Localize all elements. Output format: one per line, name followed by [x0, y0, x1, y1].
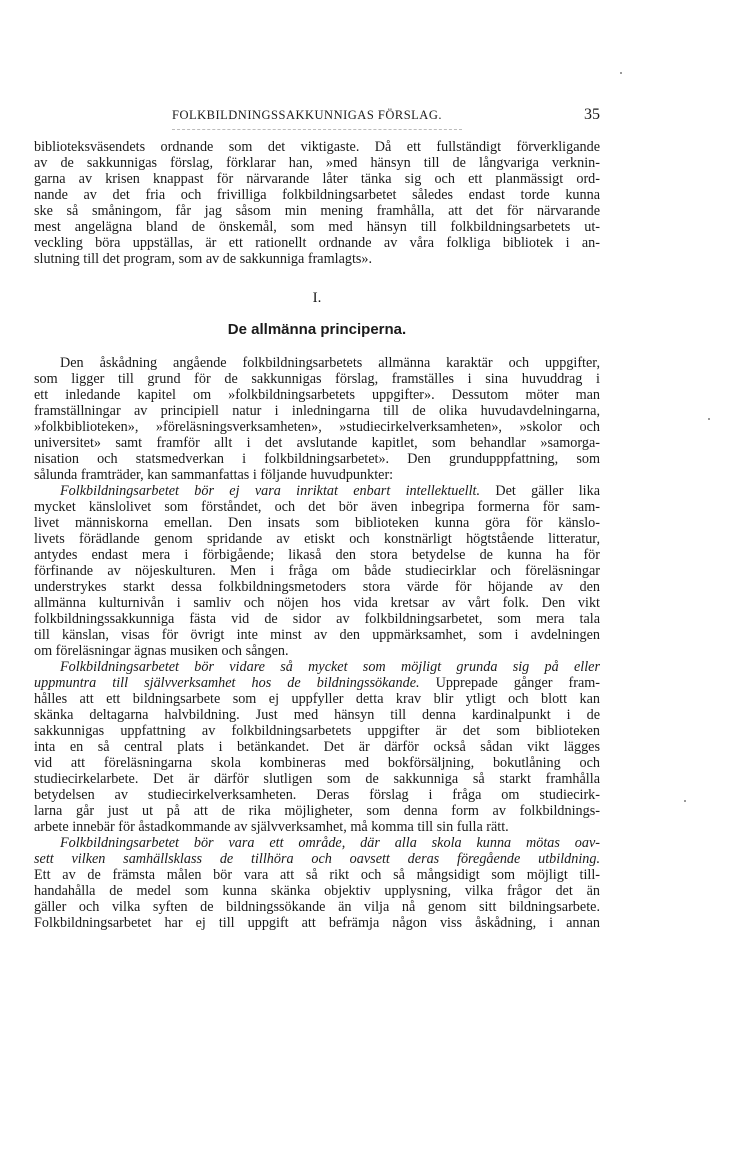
text-line: skänka deltagarna halvbildning. Just med hänsyn till denna kardinalpunkt i de	[34, 707, 600, 723]
text-line: livet människorna emellan. Den insats som biblioteken kunna göra för känslo-	[34, 515, 600, 531]
text-line: Den åskådning angående folkbildningsarbetets allmänna karaktär och uppgifter,	[60, 355, 600, 371]
text-run: Det gäller lika	[480, 483, 600, 499]
text-line: livets förädlande genom spridande av etiskt och konstnärligt högtstående litteratur,	[34, 531, 600, 547]
text-line: handahålla de medel som kunna skänka objektiv upplysning, vilka frågor det än	[34, 883, 600, 899]
text-line: understrykes starkt dessa folkbildningsmetoders stora värde för höjande av den	[34, 579, 600, 595]
page-number: 35	[584, 106, 600, 123]
text-line: förfinande av nöjeskulturen. Men i fråga om både studiecirklar och föreläsningar	[34, 563, 600, 579]
paragraph-3	[34, 659, 600, 835]
section-heading: De allmänna principerna.	[227, 321, 407, 338]
text-line: arbete innebär för åstadkommande av självverksamhet, må komma till sin fulla rätt.	[34, 819, 509, 835]
text-line: sakkunnigas uppfattning av folkbildningsarbetets uppgifter är det som biblioteken	[34, 723, 600, 739]
text-line: »folkbiblioteken», »föreläsningsverksamheten», »studiecirkelverksamheten», »skolor och	[34, 419, 600, 435]
text-line: studiecirkelarbete. Det är därför slutligen som de sakkunniga så starkt framhålla	[34, 771, 600, 787]
paragraph-2	[34, 483, 600, 659]
scan-speck	[620, 72, 622, 74]
italic-principle: Folkbildningsarbetet bör ej vara inriktat enbart intellektuellt.	[60, 483, 481, 499]
text-line	[34, 659, 600, 675]
text-line: som ligger till grund för de sakkunnigas förslag, framställes i sina huvuddrag i	[34, 371, 600, 387]
italic-principle: Folkbildningsarbetet bör vara ett område, där alla skola kunna mötas oav-	[60, 835, 600, 851]
text-line: Ett av de främsta målen bör vara att så rikt och så mångsidigt som möjligt till-	[34, 867, 600, 883]
italic-principle: sett vilken samhällsklass de tillhöra och oavsett deras föregående utbildning.	[34, 851, 600, 867]
text-line: inta en så central plats i betänkandet. Det är därför också sådan vikt lägges	[34, 739, 600, 755]
text-line: hålles att ett bildningsarbete som ej uppfyller detta krav blir ytligt och blott kan	[34, 691, 600, 707]
text-line: framställningar av principiell natur i inledningarna till de olika huvudavdelningarna,	[34, 403, 600, 419]
scan-speck	[708, 418, 710, 420]
text-line: gäller och vilka syften de bildningssökande än vilja nå genom sitt bildningsarbete.	[34, 899, 600, 915]
text-line: ske så småningom, får jag såsom min mening framhålla, att det för närvarande	[34, 203, 600, 219]
text-line: Folkbildningsarbetet har ej till uppgift att befrämja någon viss åskådning, i annan	[34, 915, 600, 931]
intro-paragraph	[34, 139, 600, 267]
text-line: slutning till det program, som av de sakkunniga framlagts».	[34, 251, 373, 267]
text-line	[34, 675, 600, 691]
text-line: antydes endast mera i förbigående; likaså den stora betydelse de kunna ha för	[34, 547, 600, 563]
section-number: I.	[312, 290, 322, 306]
text-line: universitet» samt framför allt i det avslutande kapitlet, som behandlar »samorga-	[34, 435, 600, 451]
text-line: folkbildningssakkunniga fästa vid de sidor av folkbildningsarbetet, som mera tala	[34, 611, 600, 627]
header-rule	[172, 129, 462, 130]
text-run: Upprepade gånger fram-	[419, 675, 600, 691]
text-line: av de sakkunnigas förslag, förklarar han, »med hänsyn till de långvariga verknin-	[34, 155, 600, 171]
text-line: sålunda framträder, kan sammanfattas i följande huvudpunkter:	[34, 467, 394, 483]
text-line: allmänna kulturnivån i samliv och nöjen hos vida kretsar av vårt folk. Den vikt	[34, 595, 600, 611]
paragraph-4	[34, 835, 600, 931]
scan-speck	[684, 800, 686, 802]
text-line	[34, 483, 600, 499]
text-line: biblioteksväsendets ordnande som det viktigaste. Då ett fullständigt förverkligande	[34, 139, 600, 155]
text-line: mest angelägna bland de önskemål, som med hänsyn till folkbildningsarbetets ut-	[34, 219, 600, 235]
text-line: till känslan, visas för övrigt inte minst av den uppmärksamhet, som i avdelningen	[34, 627, 600, 643]
text-line	[34, 851, 600, 867]
text-line: mycket känslolivet som förståndet, och det bör även inbegripa formerna för sam-	[34, 499, 600, 515]
text-line: nande av det fria och frivilliga folkbildningsarbetet således endast torde kunna	[34, 187, 600, 203]
italic-principle: uppmuntra till självverksamhet hos de bildningssökande.	[34, 675, 420, 691]
text-line: veckling böra uppställas, är ett rationellt ordnande av våra folkliga bibliotek i an-	[34, 235, 600, 251]
text-line: vid att föreläsningarna skola kombineras med bokförsäljning, bokutlåning och	[34, 755, 600, 771]
text-line: larna går just ut på att de rika möjligheter, som denna form av folkbildnings-	[34, 803, 600, 819]
page-header	[34, 104, 600, 126]
italic-principle: Folkbildningsarbetet bör vidare så mycket som möjligt grunda sig på eller	[60, 659, 600, 675]
text-line: om föreläsningar ägnas musiken och sången.	[34, 643, 289, 659]
text-line: ett inledande kapitel om »folkbildningsarbetets uppgifter». Dessutom möter man	[34, 387, 600, 403]
text-line: nisation och statsmedverkan i folkbildningsarbetet». Den grundupppfattning, som	[34, 451, 600, 467]
page-body	[34, 139, 600, 931]
text-line	[34, 835, 600, 851]
paragraph-1	[34, 355, 600, 483]
running-title: FOLKBILDNINGSSAKKUNNIGAS FÖRSLAG.	[172, 108, 442, 122]
text-line: garna av krisen knappast för närvarande låter tänka sig och ett planmässigt ord-	[34, 171, 600, 187]
text-line: betydelsen av studiecirkelverksamheten. Deras förslag i fråga om studiecirk-	[34, 787, 600, 803]
